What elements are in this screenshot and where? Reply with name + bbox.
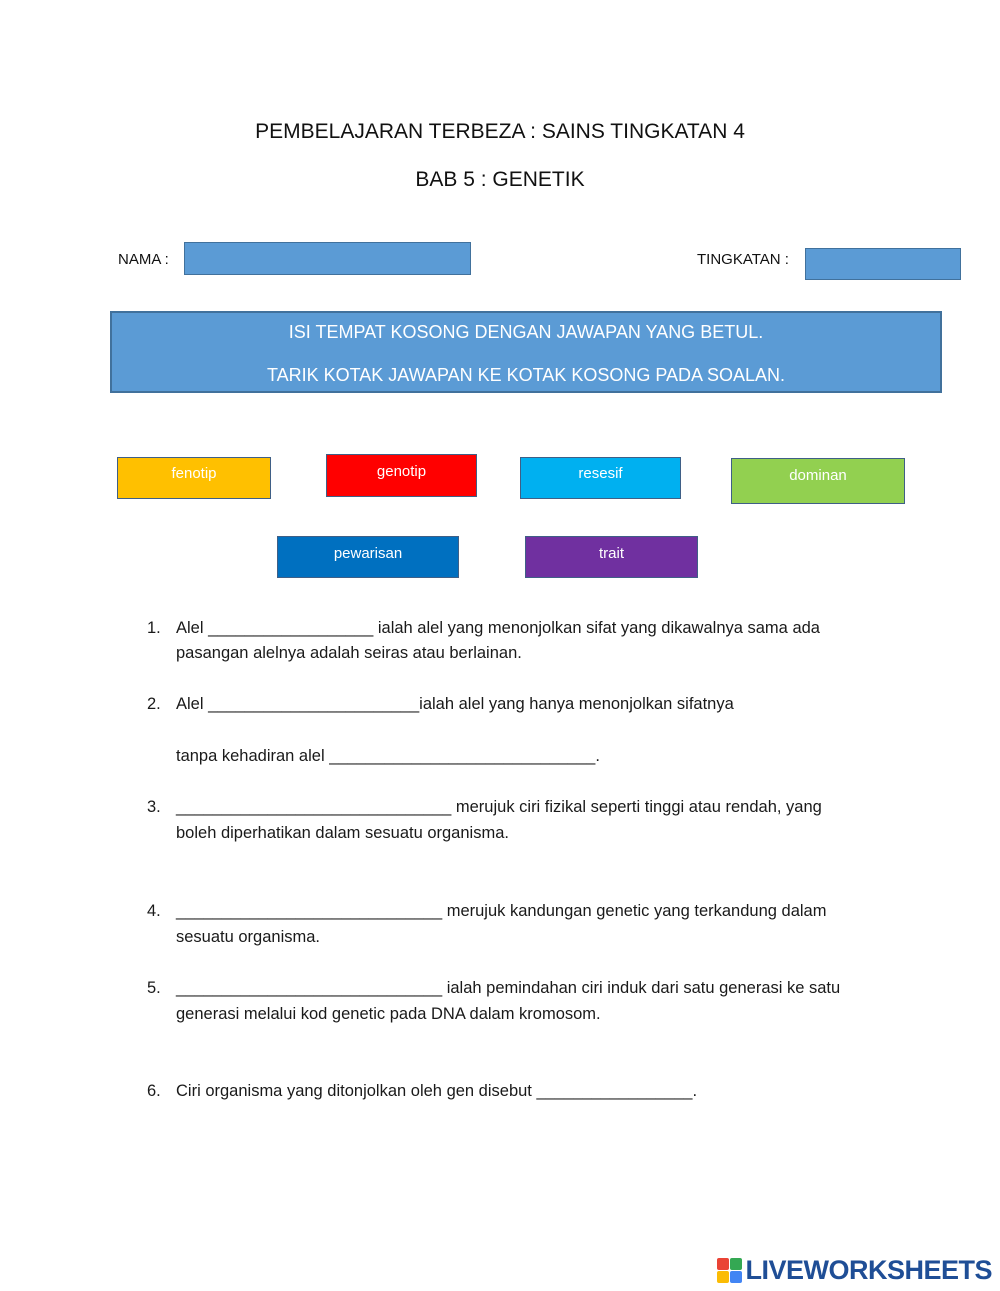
question-number: 2. xyxy=(147,695,161,713)
instructions-line-1: ISI TEMPAT KOSONG DENGAN JAWAPAN YANG BETUL. xyxy=(288,322,764,342)
answer-chip-trait[interactable]: trait xyxy=(525,536,698,578)
question-text: generasi melalui kod genetic pada DNA dalam kromosom. xyxy=(176,1005,601,1023)
answer-chip-pewarisan[interactable]: pewarisan xyxy=(277,536,459,578)
liveworksheets-logo xyxy=(717,1254,992,1286)
page-subtitle: BAB 5 : GENETIK xyxy=(415,168,585,191)
question-text: pasangan alelnya adalah seiras atau berlainan. xyxy=(176,644,522,662)
page-title: PEMBELAJARAN TERBEZA : SAINS TINGKATAN 4 xyxy=(255,120,745,143)
question-number: 6. xyxy=(147,1082,161,1100)
instructions-line-2: TARIK KOTAK JAWAPAN KE KOTAK KOSONG PADA SOALAN. xyxy=(266,365,786,385)
question-text: _____________________________ ialah pemindahan ciri induk dari satu generasi ke satu xyxy=(176,979,841,997)
instructions-box xyxy=(110,311,942,393)
name-input[interactable] xyxy=(184,242,471,275)
question-text: ______________________________ merujuk ciri fizikal seperti tinggi atau rendah, yang xyxy=(176,798,822,816)
level-input[interactable] xyxy=(805,248,961,280)
answer-chip-dominan[interactable]: dominan xyxy=(731,458,905,504)
question-text: Alel __________________ ialah alel yang menonjolkan sifat yang dikawalnya sama ada xyxy=(176,619,820,637)
question-text: boleh diperhatikan dalam sesuatu organisma. xyxy=(176,824,509,842)
answer-chip-resesif[interactable]: resesif xyxy=(520,457,681,499)
question-number: 3. xyxy=(147,798,161,816)
question-number: 1. xyxy=(147,619,161,637)
question-text: Alel _______________________ialah alel yang hanya menonjolkan sifatnya xyxy=(176,695,734,713)
question-text: tanpa kehadiran alel _____________________________. xyxy=(176,747,600,765)
level-label: TINGKATAN : xyxy=(697,251,789,268)
question-text: _____________________________ merujuk kandungan genetic yang terkandung dalam xyxy=(176,902,827,920)
name-label: NAMA : xyxy=(118,251,169,268)
question-number: 5. xyxy=(147,979,161,997)
logo-text: LIVEWORKSHEETS xyxy=(745,1254,992,1285)
answer-chip-genotip[interactable]: genotip xyxy=(326,454,477,497)
logo-mark-icon xyxy=(717,1258,742,1283)
question-text: sesuatu organisma. xyxy=(176,928,320,946)
answer-chip-fenotip[interactable]: fenotip xyxy=(117,457,271,499)
question-text: Ciri organisma yang ditonjolkan oleh gen disebut _________________. xyxy=(176,1082,698,1100)
question-number: 4. xyxy=(147,902,161,920)
